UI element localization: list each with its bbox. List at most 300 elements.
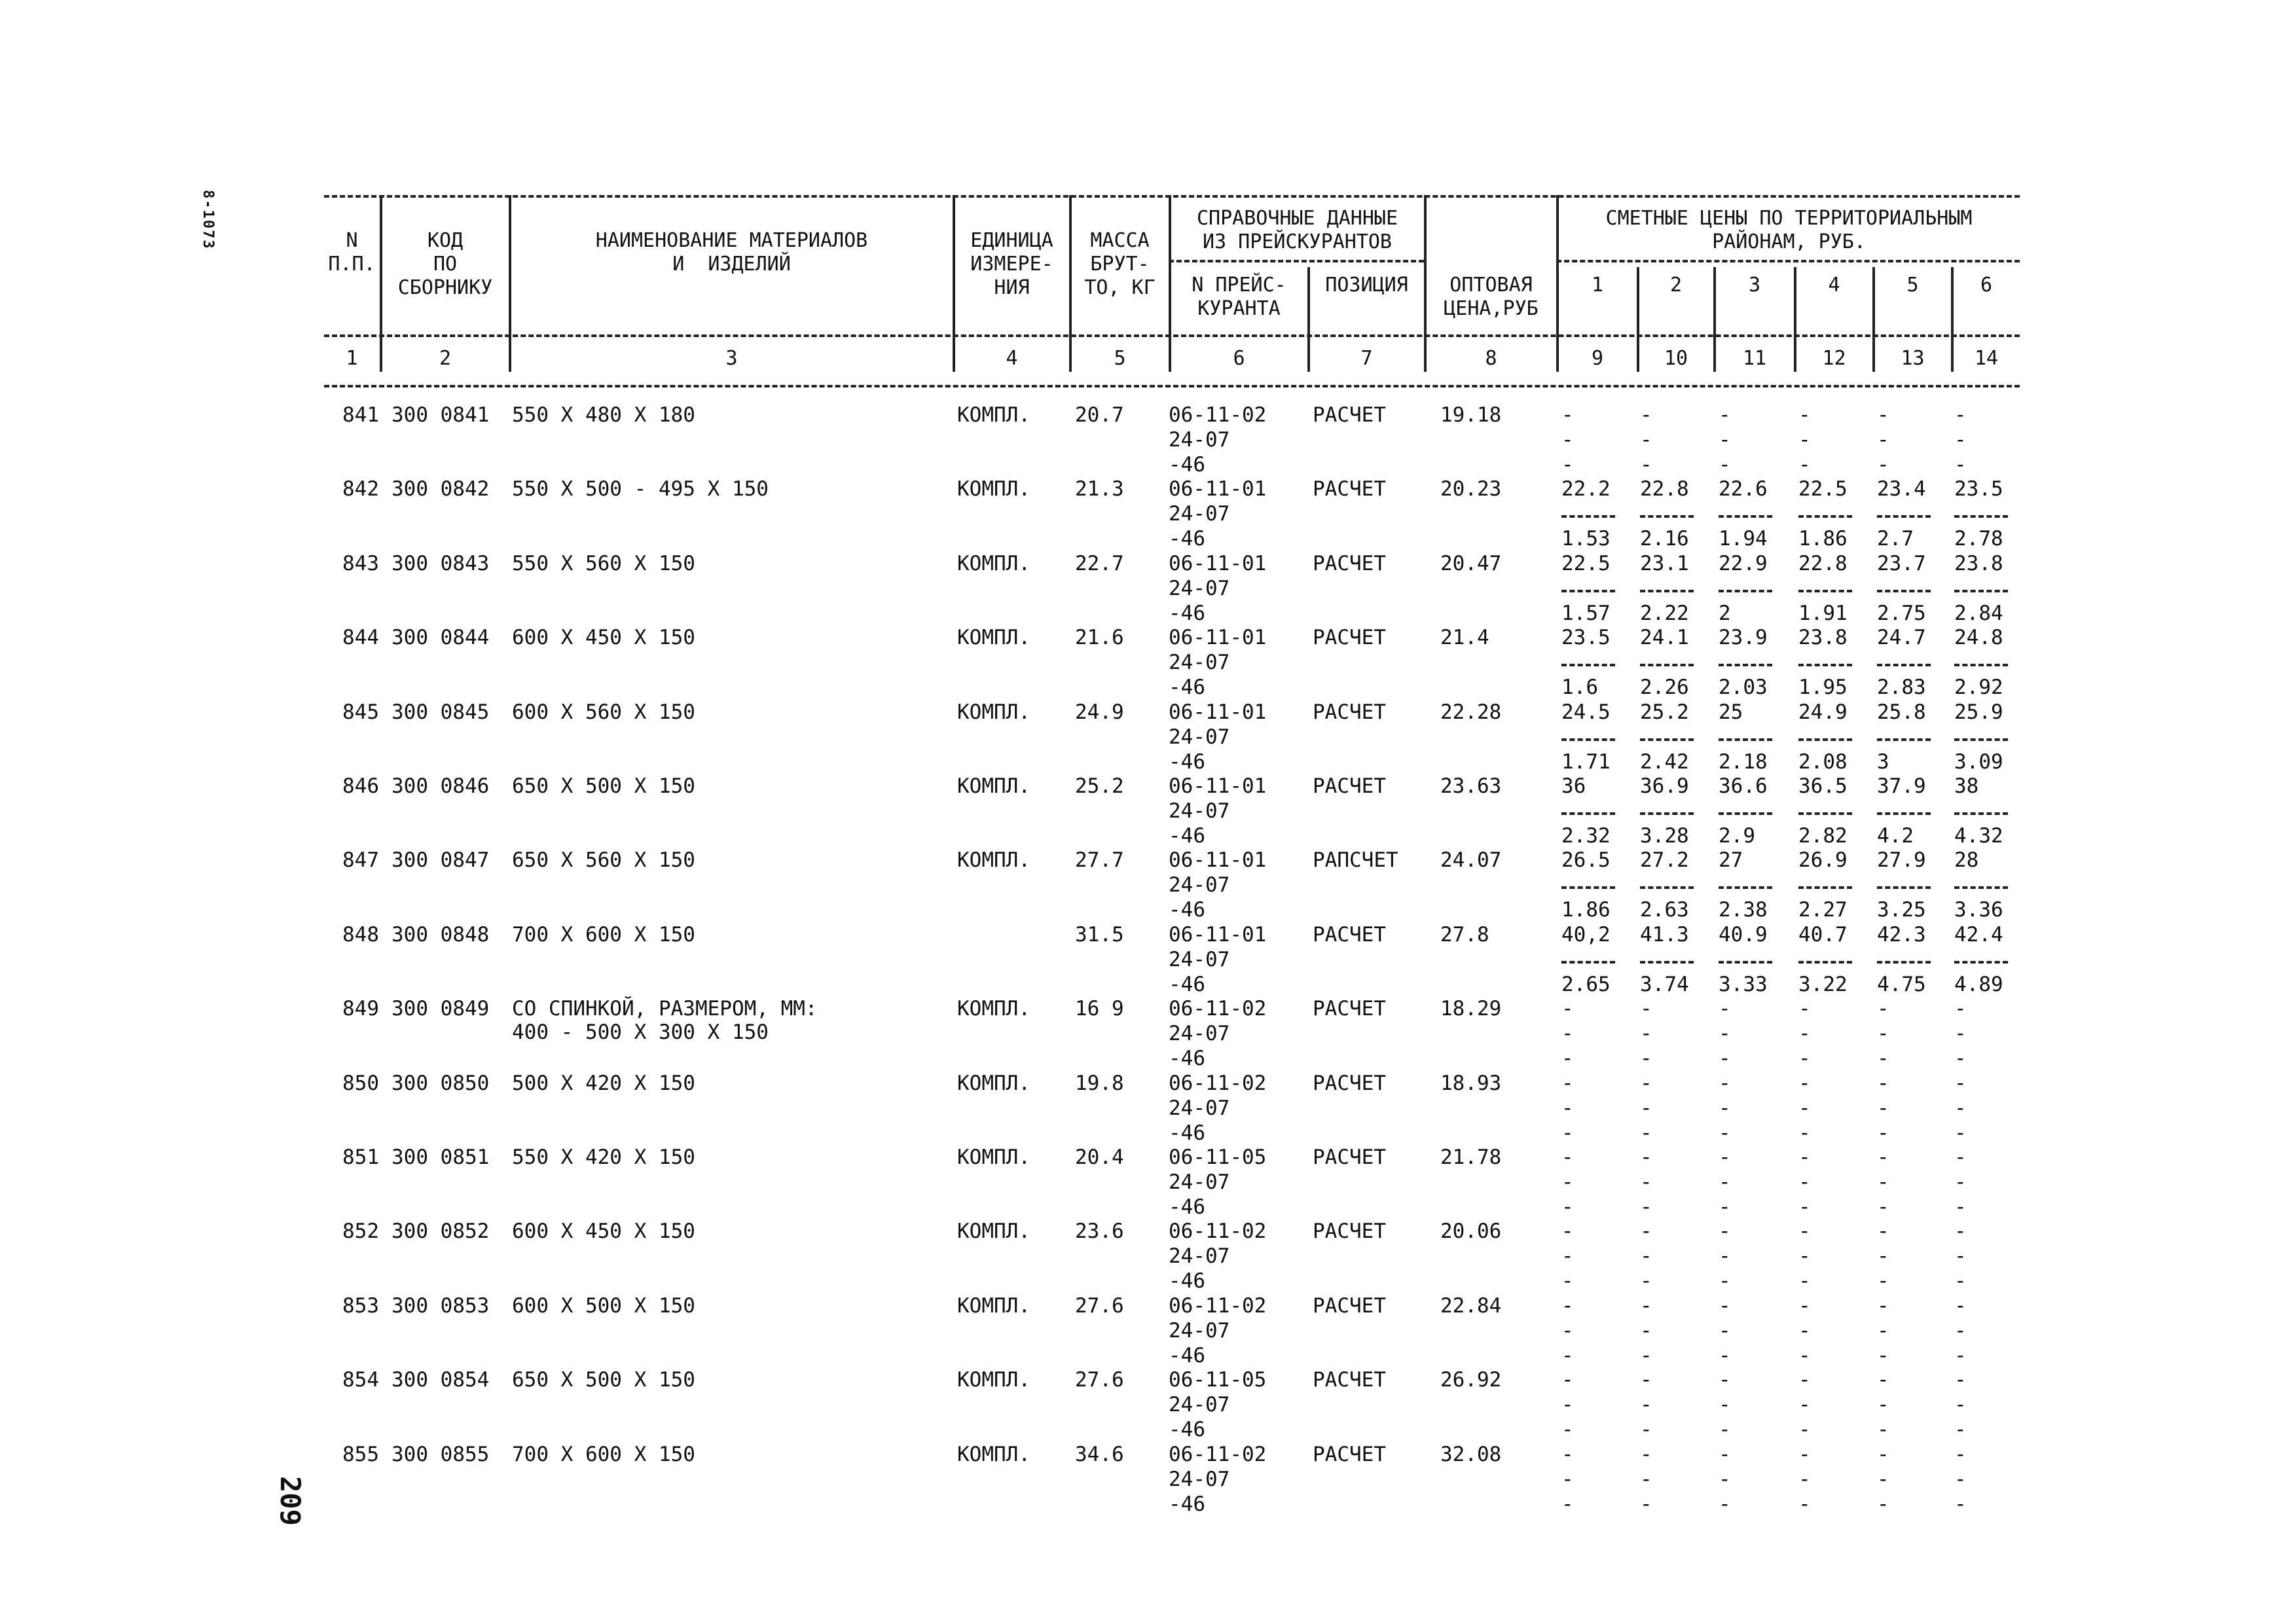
row-region-price: - [1561,1343,1574,1367]
row-region-price: - [1954,1318,1967,1343]
header-position: ПОЗИЦИЯ [1325,274,1408,297]
row-unit: КОМПЛ. [957,1219,1030,1244]
row-region-price: - [1954,1244,1967,1269]
header-number: N П.П. [328,229,376,276]
header-region-3: 3 [1748,274,1761,297]
row-unit: КОМПЛ. [957,551,1030,575]
row-name: 600 X 560 X 150 [512,700,695,724]
row-region-price: 24.7 [1877,626,1926,650]
row-region-price: - [1798,1219,1811,1244]
row-price-list-line3: -46 [1169,1047,1205,1071]
row-region-price: - [1640,453,1652,477]
row-price-list-line2: 24-07 [1169,1096,1230,1120]
row-region-price: - [1798,997,1811,1021]
fraction-bar [1640,590,1694,592]
row-region-price: 27.9 [1877,848,1926,873]
row-region-price: 1.91 [1798,601,1848,625]
row-name: 550 X 420 X 150 [512,1146,695,1169]
row-code: 300 0850 [392,1071,490,1095]
table-row [324,626,2020,700]
row-region-price: 41.3 [1640,922,1689,947]
row-region-price: 25.2 [1640,700,1689,724]
row-region-price: - [1561,1244,1574,1269]
row-position: РАСЧЕТ [1313,700,1386,724]
fraction-bar [1719,886,1772,889]
fraction-bar [1798,738,1852,741]
row-region-price: 3.09 [1954,749,2003,774]
row-region-price: 24.5 [1561,700,1611,724]
col-number: 12 [1822,347,1846,370]
header-region-5: 5 [1906,274,1919,297]
row-region-price: - [1640,1269,1652,1293]
row-region-price: - [1798,1096,1811,1120]
fraction-bar [1719,738,1772,741]
row-name: СО СПИНКОЙ, РАЗМЕРОМ, ММ: [512,997,818,1021]
fraction-bar [1877,590,1931,592]
row-region-price: 40.9 [1719,922,1768,947]
row-wholesale-price: 32.08 [1440,1442,1502,1466]
row-region-price: - [1798,1393,1811,1417]
row-price-list-line2: 24-07 [1169,1022,1230,1046]
row-region-price: - [1954,997,1967,1021]
row-region-price: 2.83 [1877,676,1926,700]
row-region-price: - [1561,1195,1574,1219]
header-separator [509,195,511,372]
row-region-price: - [1561,1442,1574,1466]
row-region-price: - [1561,1022,1574,1046]
row-price-list-line3: -46 [1169,1343,1205,1367]
row-region-price: - [1561,1047,1574,1071]
row-region-price: 3.25 [1877,898,1926,922]
table-row [324,774,2020,848]
row-code: 300 0851 [392,1146,490,1169]
row-region-price: - [1954,428,1967,452]
row-region-price: 2.08 [1798,749,1848,774]
table-row [324,1146,2020,1219]
row-region-price: - [1561,1096,1574,1120]
table-row [324,552,2020,626]
fraction-bar [1640,812,1694,815]
row-region-price: - [1719,1146,1731,1169]
header-region-1: 1 [1591,274,1604,297]
row-price-list-line3: -46 [1169,1492,1205,1516]
row-region-price: - [1877,1170,1889,1194]
row-region-price: - [1877,1047,1889,1071]
row-region-price: - [1719,1293,1731,1318]
row-region-price: - [1640,1343,1652,1367]
row-region-price: - [1954,403,1967,427]
row-mass: 21.3 [1075,477,1124,501]
row-region-price: - [1954,1047,1967,1071]
table-row [324,1294,2020,1368]
col-number: 1 [346,347,358,370]
row-number: 849 [342,997,379,1021]
row-region-price: 2.38 [1719,898,1768,922]
fraction-bar [1954,590,2008,592]
row-name: 600 X 450 X 150 [512,1219,695,1244]
row-wholesale-price: 23.63 [1440,774,1502,798]
row-region-price: 2.63 [1640,898,1689,922]
row-region-price: 22.9 [1719,551,1768,575]
fraction-bar [1561,961,1615,964]
row-region-price: 24.9 [1798,700,1848,724]
row-region-price: 23.5 [1561,626,1611,650]
row-code: 300 0844 [392,626,490,650]
row-position: РАСЧЕТ [1313,477,1386,501]
row-region-price: - [1640,1492,1652,1516]
row-region-price: 2.84 [1954,601,2003,625]
row-region-price: 37.9 [1877,774,1926,798]
row-region-price: - [1640,997,1652,1021]
row-price-list-line2: 24-07 [1169,947,1230,971]
fraction-bar [1561,515,1615,518]
row-region-price: - [1640,1170,1652,1194]
row-region-price: - [1798,403,1811,427]
row-wholesale-price: 18.93 [1440,1071,1502,1095]
row-code: 300 0847 [392,848,490,873]
row-unit: КОМПЛ. [957,1071,1030,1095]
col-number: 7 [1360,347,1373,370]
fraction-bar [1719,515,1772,518]
row-position: РАСЧЕТ [1313,774,1386,798]
row-region-price: - [1640,1442,1652,1466]
row-region-price: 2.18 [1719,749,1768,774]
row-name: 500 X 420 X 150 [512,1071,695,1095]
row-region-price: - [1877,1269,1889,1293]
col-number: 10 [1664,347,1688,370]
row-price-list: 06-11-01 [1169,774,1267,798]
row-region-price: 25.9 [1954,700,2003,724]
row-region-price: - [1877,1071,1889,1095]
fraction-bar [1954,886,2008,889]
row-name: 650 X 500 X 150 [512,1368,695,1392]
row-region-price: - [1640,1293,1652,1318]
table-row [324,700,2020,774]
row-unit: КОМПЛ. [957,403,1030,427]
document-code: 8-1073 [200,190,216,250]
row-code: 300 0843 [392,551,490,575]
fraction-bar [1798,590,1852,592]
row-position: РАПСЧЕТ [1313,848,1398,873]
row-region-price: 3.36 [1954,898,2003,922]
row-region-price: - [1877,1121,1889,1145]
row-price-list: 06-11-01 [1169,477,1267,501]
row-region-price: - [1798,1170,1811,1194]
fraction-bar [1877,812,1931,815]
row-region-price: - [1561,1368,1574,1392]
row-name: 600 X 500 X 150 [512,1293,695,1318]
row-region-price: 23.5 [1954,477,2003,501]
row-region-price: - [1719,1418,1731,1442]
row-region-price: 2.27 [1798,898,1848,922]
row-price-list-line2: 24-07 [1169,873,1230,897]
col-number: 6 [1233,347,1245,370]
row-region-price: - [1561,1071,1574,1095]
row-region-price: - [1719,1269,1731,1293]
row-price-list: 06-11-01 [1169,551,1267,575]
fraction-bar [1877,886,1931,889]
row-region-price: - [1954,1022,1967,1046]
fraction-bar [1954,738,2008,741]
row-region-price: 23.4 [1877,477,1926,501]
row-price-list-line2: 24-07 [1169,502,1230,526]
row-region-price: 3.74 [1640,972,1689,996]
row-unit: КОМПЛ. [957,848,1030,873]
row-code: 300 0849 [392,997,490,1021]
col-number: 5 [1114,347,1126,370]
row-region-price: - [1798,1047,1811,1071]
row-region-price: 3.28 [1640,824,1689,848]
row-region-price: 23.8 [1954,551,2003,575]
row-mass: 20.4 [1075,1146,1124,1169]
fraction-bar [1877,515,1931,518]
row-wholesale-price: 19.18 [1440,403,1502,427]
row-price-list-line2: 24-07 [1169,1318,1230,1343]
row-region-price: 23.8 [1798,626,1848,650]
row-region-price: 22.6 [1719,477,1768,501]
fraction-bar [1954,812,2008,815]
row-price-list: 06-11-01 [1169,626,1267,650]
ref-group-rule [1169,260,1424,262]
row-region-price: 27.2 [1640,848,1689,873]
col-number: 8 [1485,347,1497,370]
row-number: 852 [342,1219,379,1244]
row-region-price: - [1877,1096,1889,1120]
row-region-price: - [1640,428,1652,452]
row-region-price: - [1561,1121,1574,1145]
row-region-price: 23.7 [1877,551,1926,575]
row-region-price: - [1640,1047,1652,1071]
col-number: 2 [439,347,452,370]
row-wholesale-price: 27.8 [1440,922,1489,947]
row-region-price: - [1877,403,1889,427]
row-region-price: 22.8 [1798,551,1848,575]
row-mass: 22.7 [1075,551,1124,575]
fraction-bar [1954,515,2008,518]
row-region-price: - [1719,403,1731,427]
row-region-price: - [1798,1442,1811,1466]
row-price-list: 06-11-01 [1169,922,1267,947]
row-region-price: 1.6 [1561,676,1598,700]
row-name: 700 X 600 X 150 [512,1442,695,1466]
table-row [324,923,2020,997]
row-number: 843 [342,551,379,575]
fraction-bar [1798,812,1852,815]
header-top-rule [324,195,2020,198]
row-name: 600 X 450 X 150 [512,626,695,650]
row-number: 846 [342,774,379,798]
row-price-list: 06-11-01 [1169,848,1267,873]
row-position: РАСЧЕТ [1313,1293,1386,1318]
row-region-price: 38 [1954,774,1979,798]
row-region-price: - [1719,1195,1731,1219]
row-price-list-line2: 24-07 [1169,725,1230,749]
row-unit: КОМПЛ. [957,774,1030,798]
row-region-price: - [1640,1071,1652,1095]
row-region-price: - [1954,1096,1967,1120]
fraction-bar [1640,961,1694,964]
fraction-bar [1719,664,1772,666]
row-code: 300 0852 [392,1219,490,1244]
row-price-list-line3: -46 [1169,601,1205,625]
row-region-price: - [1798,1418,1811,1442]
row-region-price: - [1877,997,1889,1021]
row-code: 300 0854 [392,1368,490,1392]
row-region-price: - [1877,1368,1889,1392]
header-ref-group: СПРАВОЧНЫЕ ДАННЫЕ ИЗ ПРЕЙСКУРАНТОВ [1196,207,1398,253]
row-region-price: 4.32 [1954,824,2003,848]
row-region-price: - [1561,428,1574,452]
row-position: РАСЧЕТ [1313,1368,1386,1392]
row-region-price: - [1954,1121,1967,1145]
row-name-continued: 400 - 500 X 300 X 150 [512,1020,769,1045]
row-region-price: 2.82 [1798,824,1848,848]
row-mass: 27.6 [1075,1368,1124,1392]
row-price-list: 06-11-05 [1169,1368,1267,1392]
row-region-price: - [1640,1121,1652,1145]
row-region-price: 25.8 [1877,700,1926,724]
row-region-price: 2.9 [1719,824,1755,848]
row-region-price: 40,2 [1561,922,1611,947]
row-number: 845 [342,700,379,724]
row-price-list-line2: 24-07 [1169,1170,1230,1194]
row-region-price: - [1877,1219,1889,1244]
row-region-price: - [1877,1393,1889,1417]
row-position: РАСЧЕТ [1313,1442,1386,1466]
row-price-list: 06-11-02 [1169,1442,1267,1466]
row-position: РАСЧЕТ [1313,922,1386,947]
row-region-price: 1.71 [1561,749,1611,774]
row-region-price: - [1877,1146,1889,1169]
row-mass: 25.2 [1075,774,1124,798]
row-region-price: 2.65 [1561,972,1611,996]
row-region-price: - [1877,1467,1889,1491]
row-mass: 20.7 [1075,403,1124,427]
row-region-price: 27 [1719,848,1743,873]
col-number: 3 [725,347,738,370]
row-name: 550 X 500 - 495 X 150 [512,477,769,501]
header-price-list: N ПРЕЙС- КУРАНТА [1192,274,1286,320]
col-number: 14 [1974,347,1999,370]
fraction-bar [1719,961,1772,964]
row-number: 850 [342,1071,379,1095]
row-position: РАСЧЕТ [1313,403,1386,427]
row-code: 300 0848 [392,922,490,947]
row-wholesale-price: 20.06 [1440,1219,1502,1244]
header-bottom-rule [324,385,2020,388]
row-price-list-line2: 24-07 [1169,799,1230,823]
row-region-price: 4.75 [1877,972,1926,996]
fraction-bar [1561,738,1615,741]
row-name: 550 X 480 X 180 [512,403,695,427]
row-unit: КОМПЛ. [957,1293,1030,1318]
row-region-price: - [1798,1343,1811,1367]
row-wholesale-price: 21.78 [1440,1146,1502,1169]
row-region-price: 1.53 [1561,527,1611,551]
row-region-price: 4.89 [1954,972,2003,996]
row-region-price: 23.1 [1640,551,1689,575]
row-region-price: 25 [1719,700,1743,724]
row-name: 650 X 500 X 150 [512,774,695,798]
row-region-price: - [1561,1146,1574,1169]
row-region-price: - [1640,1219,1652,1244]
row-region-price: 2.42 [1640,749,1689,774]
row-region-price: - [1561,1170,1574,1194]
row-region-price: - [1954,1146,1967,1169]
row-price-list-line3: -46 [1169,676,1205,700]
row-number: 842 [342,477,379,501]
col-number: 11 [1742,347,1767,370]
row-region-price: - [1798,1121,1811,1145]
fraction-bar [1877,738,1931,741]
row-region-price: 36.5 [1798,774,1848,798]
table-row [324,1443,2020,1517]
row-region-price: - [1640,1393,1652,1417]
row-number: 848 [342,922,379,947]
row-region-price: - [1798,1146,1811,1169]
row-wholesale-price: 22.84 [1440,1293,1502,1318]
row-region-price: 2.26 [1640,676,1689,700]
row-wholesale-price: 20.47 [1440,551,1502,575]
row-code: 300 0842 [392,477,490,501]
table-row [324,1072,2020,1146]
row-region-price: 26.9 [1798,848,1848,873]
row-wholesale-price: 21.4 [1440,626,1489,650]
row-region-price: 24.1 [1640,626,1689,650]
fraction-bar [1719,590,1772,592]
row-region-price: - [1719,1071,1731,1095]
row-mass: 23.6 [1075,1219,1124,1244]
row-region-price: - [1719,1343,1731,1367]
row-region-price: 36 [1561,774,1586,798]
row-price-list: 06-11-02 [1169,1293,1267,1318]
row-region-price: 2 [1719,601,1731,625]
row-region-price: - [1954,1195,1967,1219]
row-region-price: 22.8 [1640,477,1689,501]
header-wholesale-price: ОПТОВАЯ ЦЕНА,РУБ [1444,274,1539,320]
row-region-price: 3.22 [1798,972,1848,996]
row-name: 650 X 560 X 150 [512,848,695,873]
row-region-price: - [1640,1146,1652,1169]
row-unit: КОМПЛ. [957,1442,1030,1466]
row-region-price: 2.03 [1719,676,1768,700]
row-region-price: 3.33 [1719,972,1768,996]
row-region-price: - [1719,1047,1731,1071]
row-region-price: - [1561,1293,1574,1318]
row-region-price: 2.78 [1954,527,2003,551]
row-region-price: 42.3 [1877,922,1926,947]
fraction-bar [1877,664,1931,666]
region-group-rule [1556,260,2020,262]
row-region-price: - [1561,1318,1574,1343]
row-code: 300 0853 [392,1293,490,1318]
row-unit: КОМПЛ. [957,700,1030,724]
row-region-price: - [1719,1442,1731,1466]
row-wholesale-price: 22.28 [1440,700,1502,724]
fraction-bar [1798,664,1852,666]
fraction-bar [1640,886,1694,889]
row-region-price: - [1877,1318,1889,1343]
row-region-price: - [1798,1467,1811,1491]
row-wholesale-price: 26.92 [1440,1368,1502,1392]
row-region-price: 1.86 [1798,527,1848,551]
row-unit: КОМПЛ. [957,1146,1030,1169]
row-region-price: - [1561,1467,1574,1491]
row-region-price: - [1640,1244,1652,1269]
row-region-price: - [1640,1022,1652,1046]
row-region-price: - [1640,1195,1652,1219]
row-mass: 34.6 [1075,1442,1124,1466]
